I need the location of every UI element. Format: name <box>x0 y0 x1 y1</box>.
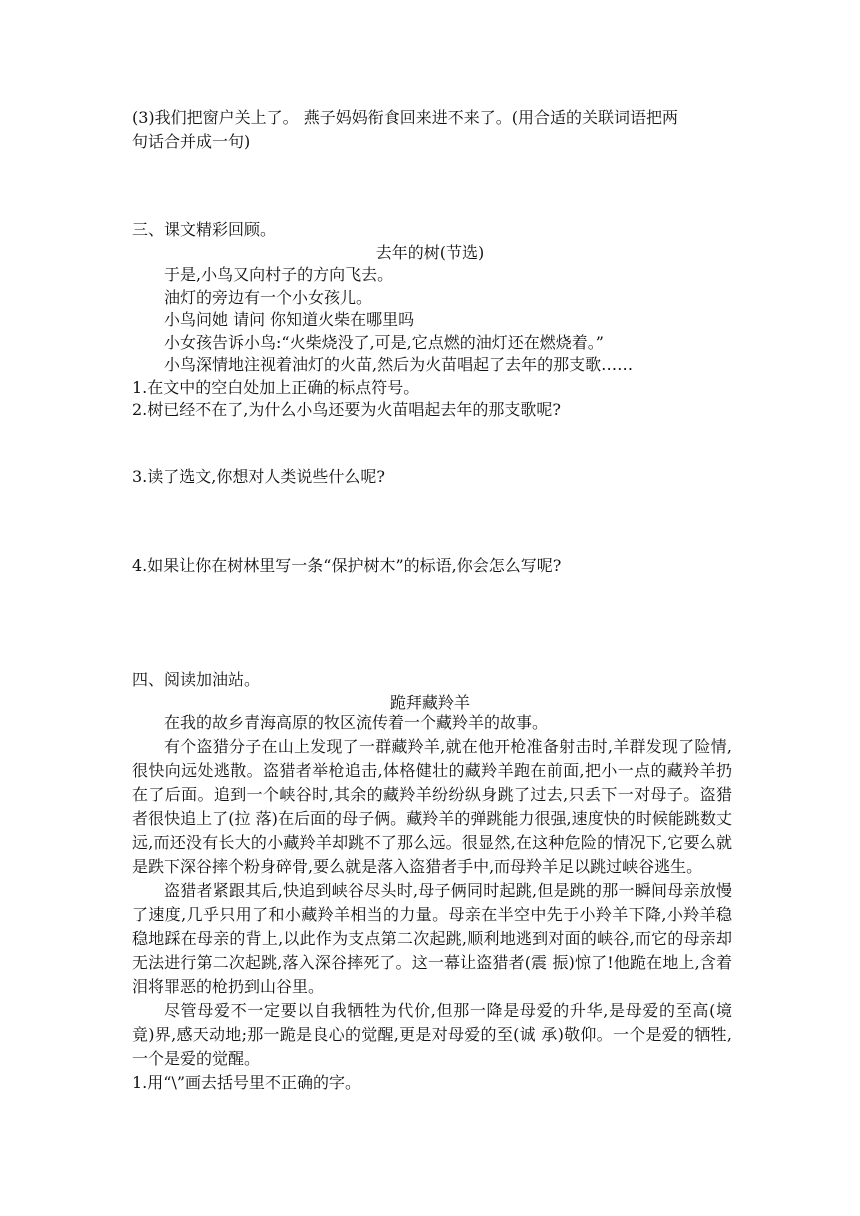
section-4-heading: 四、阅读加油站。 <box>132 670 261 689</box>
passage-1-line: 小女孩告诉小鸟:“火柴烧没了,可是,它点燃的油灯还在燃烧着。” <box>164 333 604 352</box>
passage-1-line: 于是,小鸟又向村子的方向飞去。 <box>164 265 394 284</box>
section-3-heading: 三、课文精彩回顾。 <box>132 220 277 239</box>
passage-1-title: 去年的树(节选) <box>375 243 485 262</box>
passage-1-line: 油灯的旁边有一个小女孩儿。 <box>164 288 373 307</box>
passage-2-body <box>132 711 732 1095</box>
passage-2-paragraph: 在我的故乡青海高原的牧区流传着一个藏羚羊的故事。 <box>164 713 549 732</box>
passage-1-line: 小鸟问她 请问 你知道火柴在哪里吗 <box>164 310 415 329</box>
section-4-question-1: 1.用“\”画去括号里不正确的字。 <box>132 1073 362 1092</box>
section-3-question-2: 2.树已经不在了,为什么小鸟还要为火苗唱起去年的那支歌呢? <box>132 400 561 419</box>
passage-2-paragraph: 有个盗猎分子在山上发现了一群藏羚羊,就在他开枪准备射击时,羊群发现了险情,很快向远处逃散。盗猎者举枪追击,体格健壮的藏羚羊跑在前面,把小一点的藏羚羊扔在了后面。追到一个峡谷时,其余的藏羚羊纷纷纵身跳了过去,只丢下一对母子。盗猎者很快追上了(拉 落)在后面的母子俩。藏羚羊的弹跳能力很强,速度快的时候能跳数丈远,而还没有长大的小藏羚羊却跳不了那么远。很显然,在这种危险的情况下,它要么就是跌下深谷摔个粉身碎骨,要么就是落入盗猎者手中,而母羚羊足以跳过峡谷逃生。 <box>132 737 732 876</box>
passage-1-line: 小鸟深情地注视着油灯的火苗,然后为火苗唱起了去年的那支歌…… <box>164 355 634 374</box>
passage-2-title: 跪拜藏羚羊 <box>389 693 470 712</box>
passage-2-paragraph: 尽管母爱不一定要以自我牺牲为代价,但那一降是母爱的升华,是母爱的至高(境 竟)界,感天动地;那一跪是良心的觉醒,更是对母爱的至(诚 承)敬仰。一个是爱的牺牲,一个是爱的觉醒。 <box>132 1001 732 1068</box>
question-3-line-2: 句话合并成一句) <box>132 132 251 151</box>
section-3-question-1: 1.在文中的空白处加上正确的标点符号。 <box>132 378 420 397</box>
passage-2-paragraph: 盗猎者紧跟其后,快追到峡谷尽头时,母子俩同时起跳,但是跳的那一瞬间母亲放慢了速度,几乎只用了和小藏羚羊相当的力量。母亲在半空中先于小羚羊下降,小羚羊稳稳地踩在母亲的背上,以此作为支点第二次起跳,顺利地逃到对面的峡谷,而它的母亲却无法进行第二次起跳,落入深谷摔死了。这一幕让盗猎者(震 振)惊了!他跪在地上,含着泪将罪恶的枪扔到山谷里。 <box>132 881 732 996</box>
section-3-question-3: 3.读了选文,你想对人类说些什么呢? <box>132 467 385 486</box>
question-3-line-1: (3)我们把窗户关上了。 燕子妈妈衔食回来进不来了。(用合适的关联词语把两 <box>132 108 678 127</box>
section-3-question-4: 4.如果让你在树林里写一条“保护树木”的标语,你会怎么写呢? <box>132 556 562 575</box>
